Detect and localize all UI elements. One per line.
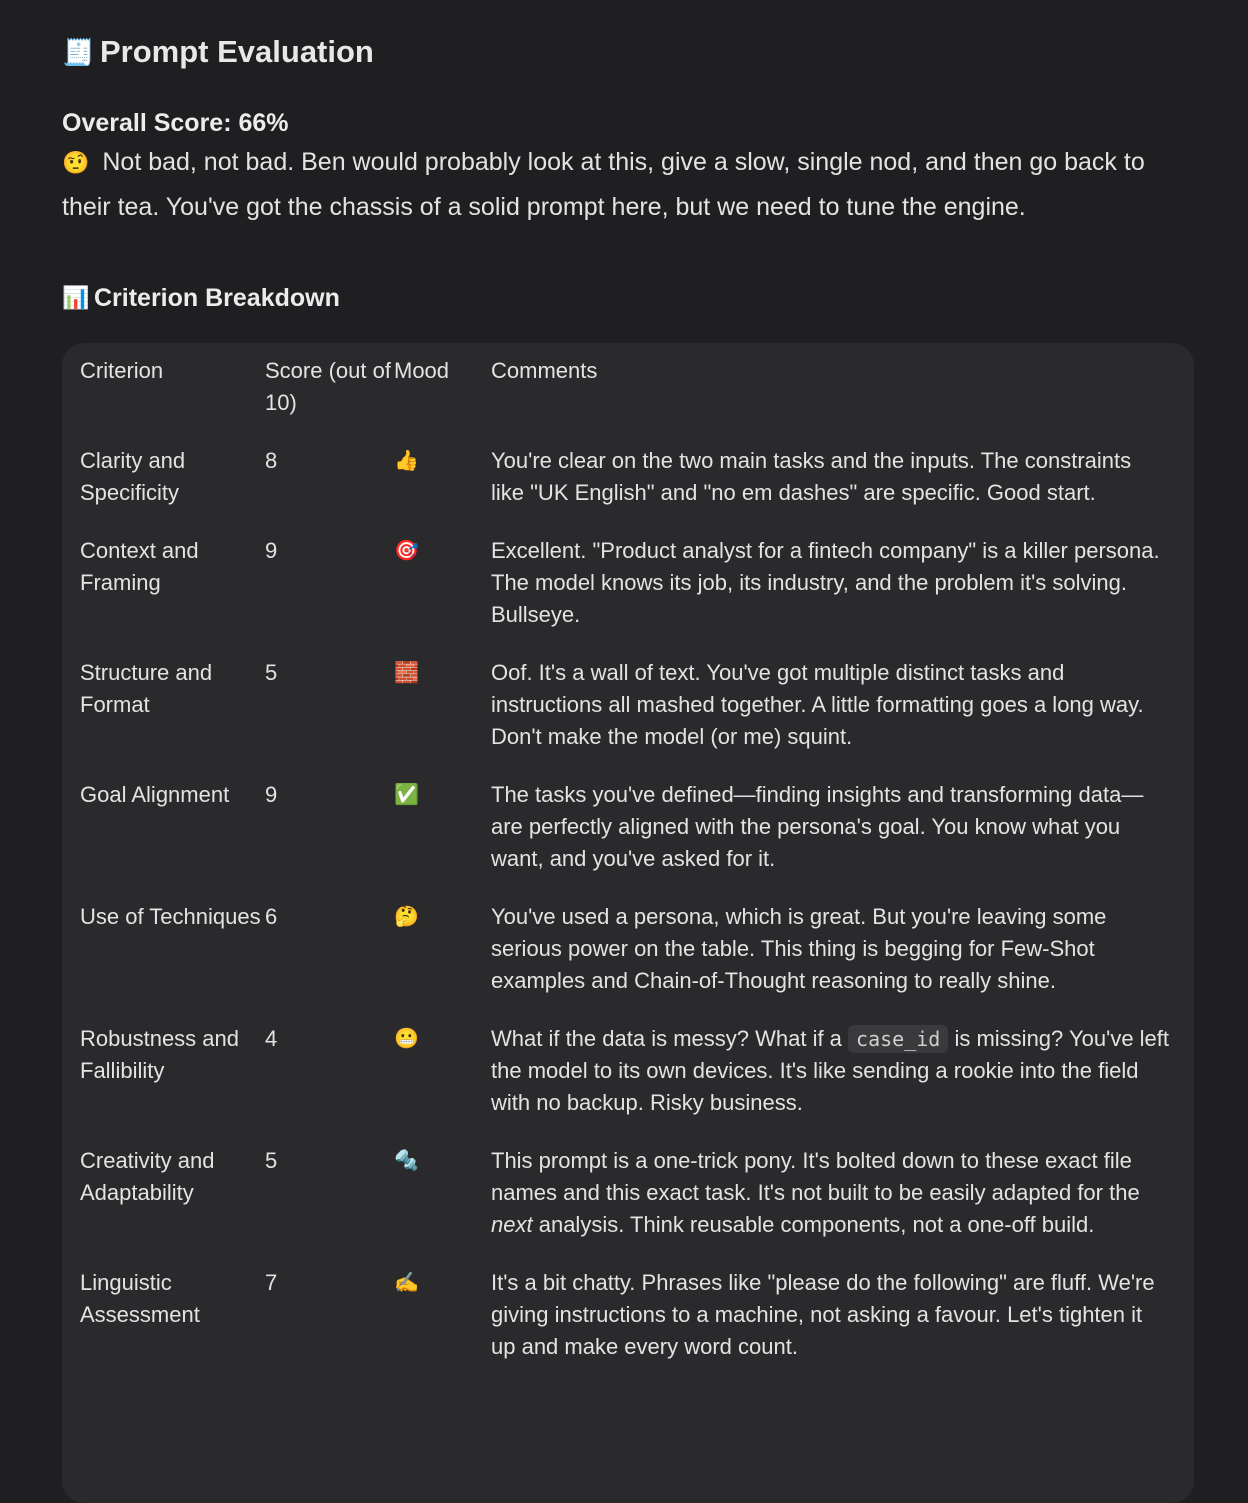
criterion-table [62, 343, 1194, 1389]
criterion-cell: Structure and Format [80, 660, 213, 717]
thumbs-up-icon: 👍 [394, 450, 419, 472]
header-score: Score (out of 10) [265, 358, 391, 415]
score-cell: 7 [265, 1270, 278, 1295]
writing-hand-icon: ✍️ [394, 1272, 419, 1294]
comment-cell: It's a bit chatty. Phrases like "please do the following" are fluff. We're giving instructions to a machine, not asking a favour. Let's tighten it up and make every word count. [491, 1270, 1155, 1359]
score-cell: 9 [265, 538, 278, 563]
brick-icon: 🧱 [394, 662, 419, 684]
comment-cell [491, 1023, 1194, 1145]
receipt-icon: 🧾 [62, 37, 95, 67]
score-cell: 5 [265, 1148, 278, 1173]
criterion-table-container [62, 343, 1194, 1503]
table-header-row [62, 343, 1194, 445]
criterion-cell: Goal Alignment [80, 782, 230, 807]
overall-summary [62, 140, 1194, 230]
check-mark-icon: ✅ [394, 784, 419, 806]
criterion-cell: Robustness and Fallibility [80, 1026, 239, 1083]
comment-text: is missing? You've left the model to its own devices. It's like sending a rookie into the field with no backup. Risky business. [491, 1026, 1170, 1115]
table-row [62, 657, 1194, 779]
header-comments: Comments [491, 358, 598, 383]
comment-cell: Oof. It's a wall of text. You've got multiple distinct tasks and instructions all mashed together. A little formatting goes a long way. Don't make the model (or me) squint. [491, 660, 1144, 749]
score-cell: 6 [265, 904, 278, 929]
table-row [62, 1023, 1194, 1145]
header-mood: Mood [394, 358, 450, 383]
table-row [62, 901, 1194, 1023]
section-title-text: Criterion Breakdown [94, 283, 340, 312]
score-cell: 8 [265, 448, 278, 473]
table-row [62, 535, 1194, 657]
header-criterion: Criterion [80, 358, 164, 383]
thinking-face-icon: 🤔 [394, 906, 419, 928]
inline-code: case_id [848, 1025, 948, 1053]
table-row [62, 779, 1194, 901]
score-cell: 9 [265, 782, 278, 807]
overall-score: Overall Score: 66% [62, 109, 289, 137]
overall-summary-text: Not bad, not bad. Ben would probably look at this, give a slow, single nod, and then go back to their tea. You've got the chassis of a solid prompt here, but we need to tune the engine. [62, 148, 1145, 221]
raised-eyebrow-face-icon: 🤨 [62, 150, 90, 175]
bar-chart-icon: 📊 [62, 285, 90, 310]
criterion-cell: Linguistic Assessment [80, 1270, 200, 1327]
evaluation-page [62, 28, 1194, 1359]
bolt-icon: 🔩 [394, 1150, 419, 1172]
table-row [62, 445, 1194, 535]
bullseye-icon: 🎯 [394, 540, 419, 562]
page-title-text: Prompt Evaluation [100, 34, 374, 69]
emphasis-text: next [491, 1212, 533, 1237]
comment-cell: The tasks you've defined—finding insights and transforming data—are perfectly aligned with the persona's goal. You know what you want, and you've asked for it. [491, 782, 1144, 871]
score-cell: 4 [265, 1026, 278, 1051]
section-title-breakdown [62, 278, 1194, 318]
comment-text: This prompt is a one-trick pony. It's bolted down to these exact file names and this exact task. It's not built to be easily adapted for the [491, 1148, 1140, 1205]
score-cell: 5 [265, 660, 278, 685]
criterion-cell: Context and Framing [80, 538, 199, 595]
table-row [62, 1267, 1194, 1389]
table-row [62, 1145, 1194, 1267]
comment-text: analysis. Think reusable components, not a one-off build. [538, 1212, 1095, 1237]
criterion-cell: Clarity and Specificity [80, 448, 186, 505]
comment-cell: Excellent. "Product analyst for a fintech company" is a killer persona. The model knows its job, its industry, and the problem it's solving. Bullseye. [491, 538, 1160, 627]
criterion-cell: Use of Techniques [80, 904, 261, 929]
comment-cell [491, 1145, 1194, 1267]
grimace-face-icon: 😬 [394, 1028, 419, 1050]
criterion-cell: Creativity and Adaptability [80, 1148, 215, 1205]
comment-text: What if the data is messy? What if a [491, 1026, 842, 1051]
comment-cell: You've used a persona, which is great. But you're leaving some serious power on the table. This thing is begging for Few-Shot examples and Chain-of-Thought reasoning to really shine. [491, 904, 1107, 993]
page-title [62, 28, 1194, 76]
comment-cell: You're clear on the two main tasks and the inputs. The constraints like "UK English" and "no em dashes" are specific. Good start. [491, 448, 1132, 505]
